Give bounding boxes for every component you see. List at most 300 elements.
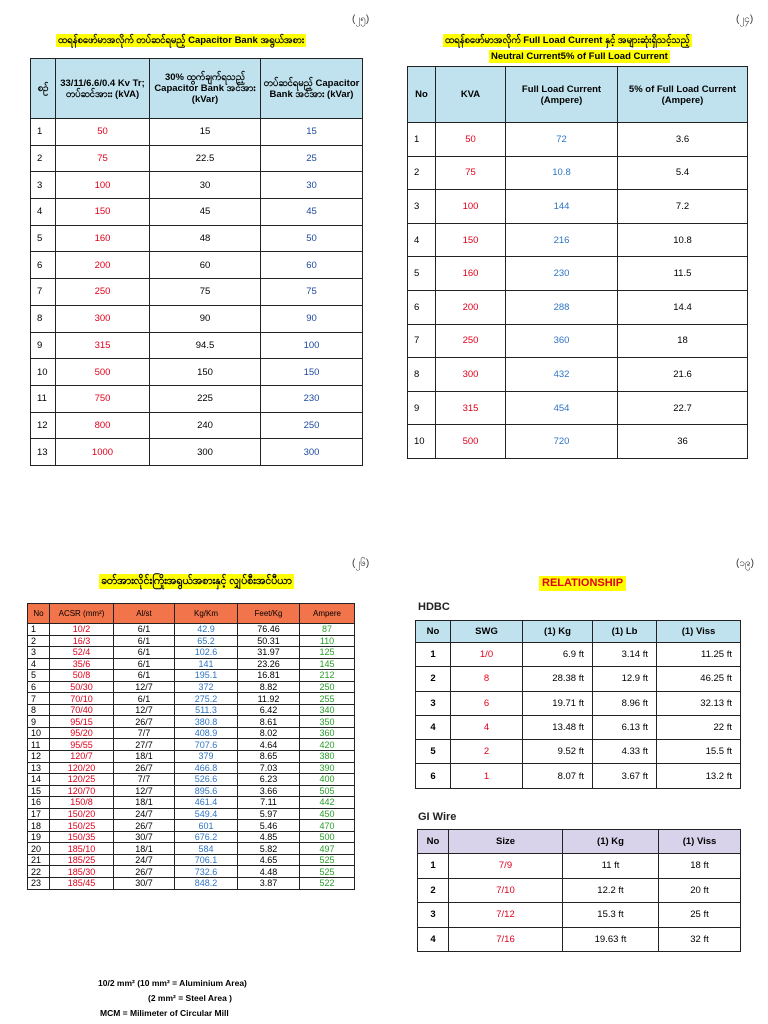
table-cell: 706.1 bbox=[175, 854, 238, 866]
column-header: No bbox=[28, 604, 50, 624]
table-cell: 230 bbox=[261, 385, 363, 412]
table-cell: 1 bbox=[418, 854, 449, 879]
table-cell: 1 bbox=[31, 119, 56, 146]
page-number: (၂၅) bbox=[352, 14, 370, 25]
table-cell: 5.4 bbox=[618, 156, 748, 190]
table-cell: 225 bbox=[150, 385, 261, 412]
table-cell: 21 bbox=[28, 854, 50, 866]
table-cell: 340 bbox=[300, 704, 355, 716]
table-cell: 584 bbox=[175, 843, 238, 855]
hdbc-table bbox=[415, 620, 741, 789]
table-row bbox=[31, 225, 363, 252]
table-cell: 7/16 bbox=[449, 927, 563, 952]
table-cell: 12.2 ft bbox=[563, 878, 659, 903]
table-cell: 380 bbox=[300, 751, 355, 763]
table-cell: 8.02 bbox=[238, 727, 300, 739]
table-cell: 90 bbox=[150, 305, 261, 332]
table-cell: 895.6 bbox=[175, 785, 238, 797]
table-cell: 150 bbox=[150, 359, 261, 386]
column-header: KVA bbox=[436, 67, 506, 123]
table-cell: 22 ft bbox=[657, 715, 741, 739]
table-cell: 4 bbox=[408, 223, 436, 257]
table-row bbox=[418, 903, 741, 928]
table-cell: 120/20 bbox=[50, 762, 114, 774]
table-row bbox=[416, 764, 741, 788]
table-cell: 6.13 ft bbox=[593, 715, 657, 739]
table-cell: 13 bbox=[28, 762, 50, 774]
table-row bbox=[28, 854, 355, 866]
table-cell: 15 bbox=[28, 785, 50, 797]
table-cell: 19.71 ft bbox=[523, 691, 593, 715]
table-cell: 6/1 bbox=[114, 635, 175, 647]
table-cell: 50 bbox=[261, 225, 363, 252]
table-cell: 15 bbox=[150, 119, 261, 146]
table-cell: 31.97 bbox=[238, 647, 300, 659]
table-cell: 300 bbox=[436, 358, 506, 392]
column-header: Ampere bbox=[300, 604, 355, 624]
table-cell: 15.3 ft bbox=[563, 903, 659, 928]
table-cell: 100 bbox=[56, 172, 150, 199]
table-cell: 216 bbox=[506, 223, 618, 257]
table-cell: 75 bbox=[150, 279, 261, 306]
table-cell: 46.25 ft bbox=[657, 667, 741, 691]
table-cell: 12 bbox=[31, 412, 56, 439]
table-cell: 300 bbox=[56, 305, 150, 332]
table-cell: 70/40 bbox=[50, 704, 114, 716]
table-cell: 16/3 bbox=[50, 635, 114, 647]
table-cell: 8.96 ft bbox=[593, 691, 657, 715]
table-cell: 125 bbox=[300, 647, 355, 659]
table-cell: 200 bbox=[436, 290, 506, 324]
table-cell: 18/1 bbox=[114, 751, 175, 763]
table-cell: 6 bbox=[451, 691, 523, 715]
table-row bbox=[28, 658, 355, 670]
table-cell: 48 bbox=[150, 225, 261, 252]
table-cell: 14 bbox=[28, 774, 50, 786]
table-cell: 1 bbox=[28, 624, 50, 636]
table-cell: 9 bbox=[28, 716, 50, 728]
table-cell: 36 bbox=[618, 425, 748, 459]
table-cell: 8.82 bbox=[238, 681, 300, 693]
table-cell: 7.2 bbox=[618, 190, 748, 224]
table-cell: 4.65 bbox=[238, 854, 300, 866]
table-cell: 23 bbox=[28, 878, 50, 890]
table-cell: 11.92 bbox=[238, 693, 300, 705]
table-row bbox=[28, 681, 355, 693]
table-cell: 52/4 bbox=[50, 647, 114, 659]
table-cell: 3.14 ft bbox=[593, 643, 657, 667]
table-cell: 750 bbox=[56, 385, 150, 412]
table-cell: 372 bbox=[175, 681, 238, 693]
table-cell: 250 bbox=[300, 681, 355, 693]
table-cell: 315 bbox=[56, 332, 150, 359]
table-cell: 195.1 bbox=[175, 670, 238, 682]
table-cell: 549.4 bbox=[175, 808, 238, 820]
table-row bbox=[28, 878, 355, 890]
table-cell: 5.82 bbox=[238, 843, 300, 855]
table-cell: 212 bbox=[300, 670, 355, 682]
table-cell: 6/1 bbox=[114, 670, 175, 682]
table-cell: 10 bbox=[408, 425, 436, 459]
table-cell: 10.8 bbox=[506, 156, 618, 190]
table-cell: 27/7 bbox=[114, 739, 175, 751]
table-cell: 22.7 bbox=[618, 391, 748, 425]
table-cell: 707.6 bbox=[175, 739, 238, 751]
table-cell: 10.8 bbox=[618, 223, 748, 257]
table-row bbox=[416, 643, 741, 667]
table-cell: 525 bbox=[300, 866, 355, 878]
table-cell: 18 ft bbox=[659, 854, 741, 879]
table-cell: 400 bbox=[300, 774, 355, 786]
table-cell: 315 bbox=[436, 391, 506, 425]
table-row bbox=[28, 704, 355, 716]
table-cell: 18 bbox=[28, 820, 50, 832]
table-cell: 522 bbox=[300, 878, 355, 890]
table-header-row bbox=[31, 59, 363, 119]
table-cell: 15.5 ft bbox=[657, 740, 741, 764]
table-cell: 1 bbox=[408, 123, 436, 157]
column-header: တပ်ဆင်ရမည့် Capacitor Bank အင်အား (kVar) bbox=[261, 59, 363, 119]
column-header: No bbox=[416, 621, 451, 643]
table-cell: 95/55 bbox=[50, 739, 114, 751]
table-row bbox=[416, 715, 741, 739]
table-cell: 1/0 bbox=[451, 643, 523, 667]
table-cell: 9 bbox=[408, 391, 436, 425]
table-cell: 2 bbox=[416, 667, 451, 691]
table-row bbox=[408, 290, 748, 324]
table-cell: 150/8 bbox=[50, 797, 114, 809]
table-row bbox=[28, 727, 355, 739]
table-cell: 21.6 bbox=[618, 358, 748, 392]
table-cell: 2 bbox=[31, 145, 56, 172]
table-cell: 6 bbox=[31, 252, 56, 279]
table-cell: 3.6 bbox=[618, 123, 748, 157]
page-number: (၂၄) bbox=[736, 14, 754, 25]
table-cell: 102.6 bbox=[175, 647, 238, 659]
table-cell: 4 bbox=[418, 927, 449, 952]
table-row bbox=[28, 866, 355, 878]
table-cell: 10 bbox=[31, 359, 56, 386]
table-cell: 454 bbox=[506, 391, 618, 425]
table-cell: 2 bbox=[418, 878, 449, 903]
hdbc-label: HDBC bbox=[418, 601, 450, 613]
table-cell: 150 bbox=[261, 359, 363, 386]
table-cell: 390 bbox=[300, 762, 355, 774]
table-row bbox=[408, 123, 748, 157]
table-cell: 94.5 bbox=[150, 332, 261, 359]
table-cell: 720 bbox=[506, 425, 618, 459]
table-cell: 10/2 bbox=[50, 624, 114, 636]
gi-wire-table bbox=[417, 829, 741, 952]
table-cell: 350 bbox=[300, 716, 355, 728]
table-cell: 16.81 bbox=[238, 670, 300, 682]
table-cell: 7/12 bbox=[449, 903, 563, 928]
table-cell: 28.38 ft bbox=[523, 667, 593, 691]
table-cell: 12 bbox=[28, 751, 50, 763]
table-cell: 4 bbox=[416, 715, 451, 739]
table-cell: 288 bbox=[506, 290, 618, 324]
table-cell: 11 ft bbox=[563, 854, 659, 879]
table-cell: 6/1 bbox=[114, 658, 175, 670]
column-header: (1) Viss bbox=[659, 830, 741, 854]
acsr-note-2: (2 mm² = Steel Area ) bbox=[148, 993, 233, 1003]
acsr-note-3: MCM = Milimeter of Circular Mill bbox=[100, 1008, 229, 1018]
table-cell: 255 bbox=[300, 693, 355, 705]
table-cell: 601 bbox=[175, 820, 238, 832]
table-cell: 16 bbox=[28, 797, 50, 809]
table-header-row bbox=[418, 830, 741, 854]
table-cell: 35/6 bbox=[50, 658, 114, 670]
table-row bbox=[31, 252, 363, 279]
table-cell: 50 bbox=[56, 119, 150, 146]
table-cell: 150/25 bbox=[50, 820, 114, 832]
table-cell: 511.3 bbox=[175, 704, 238, 716]
column-header: No bbox=[408, 67, 436, 123]
table-cell: 442 bbox=[300, 797, 355, 809]
table-row bbox=[418, 854, 741, 879]
table-row bbox=[31, 199, 363, 226]
table-cell: 70/10 bbox=[50, 693, 114, 705]
table-cell: 12/7 bbox=[114, 785, 175, 797]
acsr-cable-table bbox=[27, 603, 355, 890]
table-cell: 75 bbox=[56, 145, 150, 172]
table-cell: 2 bbox=[451, 740, 523, 764]
table-cell: 26/7 bbox=[114, 762, 175, 774]
table-cell: 9.52 ft bbox=[523, 740, 593, 764]
table-cell: 800 bbox=[56, 412, 150, 439]
table-cell: 150 bbox=[436, 223, 506, 257]
table-cell: 5.46 bbox=[238, 820, 300, 832]
table-cell: 120/70 bbox=[50, 785, 114, 797]
table-row bbox=[28, 751, 355, 763]
table-cell: 8 bbox=[408, 358, 436, 392]
table-row bbox=[31, 172, 363, 199]
table-cell: 11.25 ft bbox=[657, 643, 741, 667]
table-cell: 5 bbox=[31, 225, 56, 252]
flc-table-title-line1: ထရန်စဖော်မာအလိုက် Full Load Current နှင့် အများဆုံးရှိသင့်သည့် bbox=[445, 35, 690, 46]
table-row bbox=[31, 119, 363, 146]
table-cell: 13.2 ft bbox=[657, 764, 741, 788]
table-cell: 30 bbox=[150, 172, 261, 199]
table-cell: 6 bbox=[28, 681, 50, 693]
table-cell: 1000 bbox=[56, 439, 150, 466]
table-cell: 470 bbox=[300, 820, 355, 832]
table-cell: 50/8 bbox=[50, 670, 114, 682]
column-header: (1) Kg bbox=[563, 830, 659, 854]
table-row bbox=[31, 332, 363, 359]
table-row bbox=[31, 385, 363, 412]
table-cell: 525 bbox=[300, 854, 355, 866]
table-cell: 50/30 bbox=[50, 681, 114, 693]
table-cell: 230 bbox=[506, 257, 618, 291]
table-header-row bbox=[28, 604, 355, 624]
table-row bbox=[408, 391, 748, 425]
column-header: (1) Kg bbox=[523, 621, 593, 643]
table-cell: 150 bbox=[56, 199, 150, 226]
table-cell: 30 bbox=[261, 172, 363, 199]
table-cell: 30/7 bbox=[114, 878, 175, 890]
table-cell: 250 bbox=[436, 324, 506, 358]
relationship-title: RELATIONSHIP bbox=[539, 576, 626, 591]
table-cell: 95/20 bbox=[50, 727, 114, 739]
table-row bbox=[28, 716, 355, 728]
table-cell: 7 bbox=[408, 324, 436, 358]
capacitor-bank-table bbox=[30, 58, 363, 466]
table-cell: 7.11 bbox=[238, 797, 300, 809]
table-row bbox=[31, 439, 363, 466]
table-cell: 60 bbox=[261, 252, 363, 279]
table-cell: 20 ft bbox=[659, 878, 741, 903]
column-header: (1) Viss bbox=[657, 621, 741, 643]
table-cell: 4.48 bbox=[238, 866, 300, 878]
table-cell: 500 bbox=[436, 425, 506, 459]
full-load-current-table bbox=[407, 66, 748, 459]
table-row bbox=[28, 843, 355, 855]
table-cell: 32 ft bbox=[659, 927, 741, 952]
flc-table-title-line2: Neutral Current5% of Full Load Current bbox=[491, 51, 668, 62]
table-cell: 3.87 bbox=[238, 878, 300, 890]
table-cell: 6 bbox=[408, 290, 436, 324]
table-cell: 7.03 bbox=[238, 762, 300, 774]
table-cell: 497 bbox=[300, 843, 355, 855]
table-cell: 60 bbox=[150, 252, 261, 279]
table-cell: 8.07 ft bbox=[523, 764, 593, 788]
table-cell: 160 bbox=[436, 257, 506, 291]
table-cell: 4 bbox=[451, 715, 523, 739]
table-cell: 7/10 bbox=[449, 878, 563, 903]
table-row bbox=[408, 190, 748, 224]
table-cell: 150/20 bbox=[50, 808, 114, 820]
table-cell: 6.23 bbox=[238, 774, 300, 786]
table-cell: 150/35 bbox=[50, 831, 114, 843]
table-row bbox=[31, 279, 363, 306]
table-cell: 12/7 bbox=[114, 704, 175, 716]
table-cell: 14.4 bbox=[618, 290, 748, 324]
table-cell: 526.6 bbox=[175, 774, 238, 786]
table-row bbox=[31, 359, 363, 386]
column-header: SWG bbox=[451, 621, 523, 643]
table-cell: 95/15 bbox=[50, 716, 114, 728]
table-row bbox=[28, 762, 355, 774]
table-row bbox=[418, 878, 741, 903]
table-cell: 3.67 ft bbox=[593, 764, 657, 788]
table-cell: 3 bbox=[416, 691, 451, 715]
table-row bbox=[408, 223, 748, 257]
table-header-row bbox=[416, 621, 741, 643]
table-cell: 185/30 bbox=[50, 866, 114, 878]
table-cell: 75 bbox=[436, 156, 506, 190]
table-cell: 360 bbox=[506, 324, 618, 358]
table-cell: 26/7 bbox=[114, 820, 175, 832]
table-cell: 26/7 bbox=[114, 716, 175, 728]
table-cell: 240 bbox=[150, 412, 261, 439]
table-cell: 8.61 bbox=[238, 716, 300, 728]
table-cell: 432 bbox=[506, 358, 618, 392]
table-cell: 45 bbox=[261, 199, 363, 226]
table-cell: 732.6 bbox=[175, 866, 238, 878]
table-cell: 144 bbox=[506, 190, 618, 224]
table-cell: 87 bbox=[300, 624, 355, 636]
table-cell: 676.2 bbox=[175, 831, 238, 843]
table-cell: 18/1 bbox=[114, 797, 175, 809]
table-cell: 3.66 bbox=[238, 785, 300, 797]
table-row bbox=[416, 667, 741, 691]
column-header: Feet/Kg bbox=[238, 604, 300, 624]
table-cell: 100 bbox=[261, 332, 363, 359]
column-header: စဉ် bbox=[31, 59, 56, 119]
table-cell: 110 bbox=[300, 635, 355, 647]
table-cell: 6 bbox=[416, 764, 451, 788]
table-cell: 42.9 bbox=[175, 624, 238, 636]
table-row bbox=[28, 693, 355, 705]
table-cell: 24/7 bbox=[114, 854, 175, 866]
table-cell: 22 bbox=[28, 866, 50, 878]
table-cell: 2 bbox=[408, 156, 436, 190]
table-cell: 50 bbox=[436, 123, 506, 157]
table-cell: 23.26 bbox=[238, 658, 300, 670]
table-cell: 4.85 bbox=[238, 831, 300, 843]
gi-wire-label: GI Wire bbox=[418, 811, 457, 823]
table-cell: 461.4 bbox=[175, 797, 238, 809]
table-cell: 25 bbox=[261, 145, 363, 172]
table-cell: 3 bbox=[28, 647, 50, 659]
table-row bbox=[28, 785, 355, 797]
table-cell: 30/7 bbox=[114, 831, 175, 843]
table-cell: 25 ft bbox=[659, 903, 741, 928]
table-cell: 7 bbox=[31, 279, 56, 306]
table-row bbox=[28, 624, 355, 636]
table-cell: 10 bbox=[28, 727, 50, 739]
table-cell: 72 bbox=[506, 123, 618, 157]
table-cell: 7 bbox=[28, 693, 50, 705]
table-cell: 65.2 bbox=[175, 635, 238, 647]
table-cell: 9 bbox=[31, 332, 56, 359]
table-row bbox=[31, 412, 363, 439]
table-cell: 408.9 bbox=[175, 727, 238, 739]
table-cell: 7/9 bbox=[449, 854, 563, 879]
table-row bbox=[408, 324, 748, 358]
table-cell: 250 bbox=[56, 279, 150, 306]
table-row bbox=[408, 358, 748, 392]
table-cell: 90 bbox=[261, 305, 363, 332]
table-cell: 45 bbox=[150, 199, 261, 226]
table-cell: 6.42 bbox=[238, 704, 300, 716]
table-cell: 500 bbox=[300, 831, 355, 843]
table-cell: 120/7 bbox=[50, 751, 114, 763]
table-row bbox=[408, 425, 748, 459]
table-cell: 24/7 bbox=[114, 808, 175, 820]
table-row bbox=[418, 927, 741, 952]
table-cell: 380.8 bbox=[175, 716, 238, 728]
acsr-note-1: 10/2 mm² (10 mm² = Aluminium Area) bbox=[98, 978, 247, 988]
table-cell: 420 bbox=[300, 739, 355, 751]
table-cell: 13.48 ft bbox=[523, 715, 593, 739]
table-cell: 200 bbox=[56, 252, 150, 279]
table-cell: 4 bbox=[28, 658, 50, 670]
capacitor-table-title: ထရန်စဖော်မာအလိုက် တပ်ဆင်ရမည့် Capacitor Bank အရွယ်အစား bbox=[58, 35, 305, 46]
table-cell: 13 bbox=[31, 439, 56, 466]
table-cell: 22.5 bbox=[150, 145, 261, 172]
table-cell: 4 bbox=[31, 199, 56, 226]
table-cell: 8 bbox=[31, 305, 56, 332]
page-number: (၂၆) bbox=[352, 558, 370, 569]
table-cell: 848.2 bbox=[175, 878, 238, 890]
table-cell: 1 bbox=[451, 764, 523, 788]
table-cell: 300 bbox=[261, 439, 363, 466]
table-cell: 450 bbox=[300, 808, 355, 820]
column-header: 33/11/6.6/0.4 Kv Tr; တပ်ဆင်အားး (kVA) bbox=[56, 59, 150, 119]
table-cell: 19 bbox=[28, 831, 50, 843]
